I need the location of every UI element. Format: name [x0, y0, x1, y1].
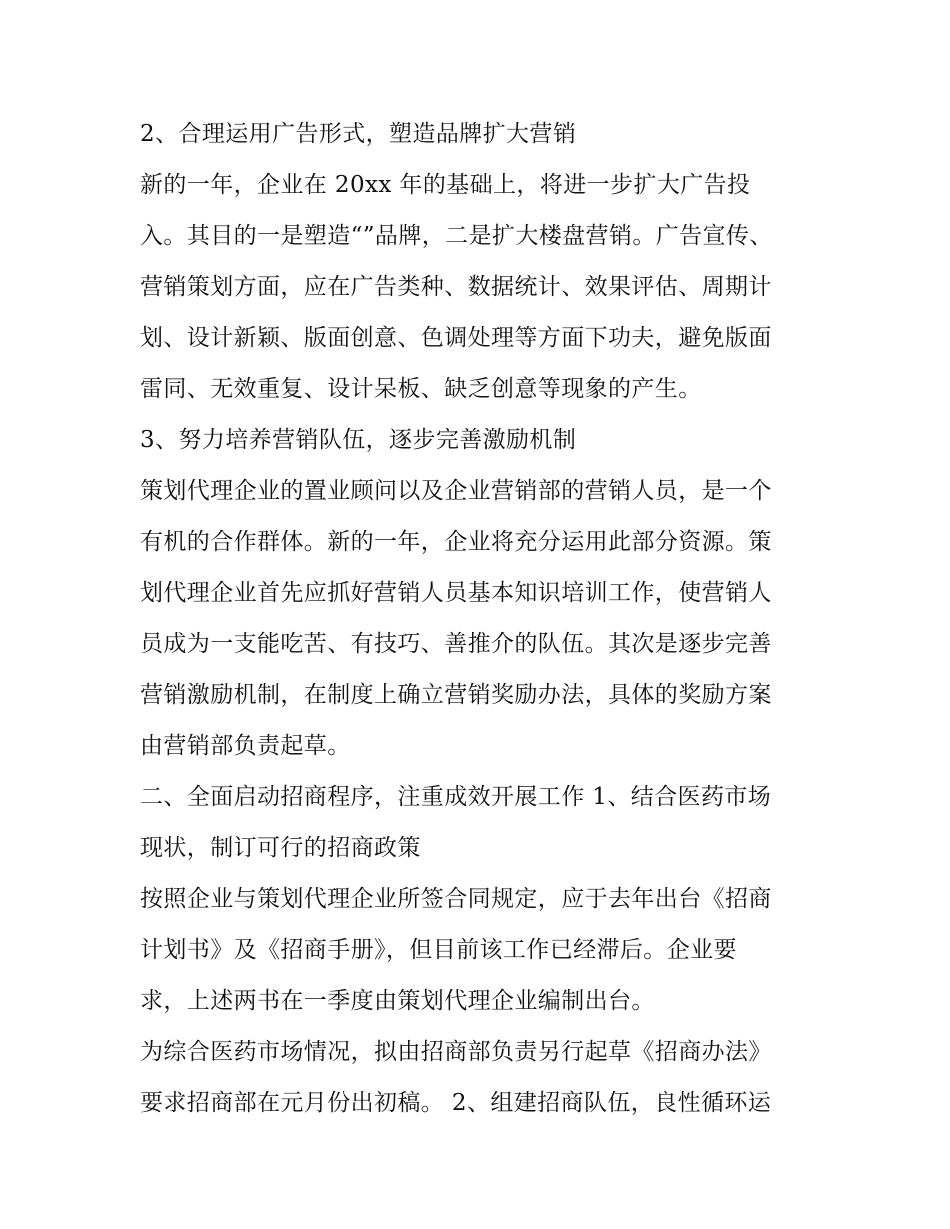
paragraph-line: 按照企业与策划代理企业所签合同规定，应于去年出台《招商: [140, 886, 772, 912]
paragraph-line: 要求招商部在元月份出初稿。 2、组建招商队伍，良性循环运: [140, 1090, 772, 1116]
paragraph-line: 求，上述两书在一季度由策划代理企业编制出台。: [140, 988, 655, 1014]
paragraph-line: 划代理企业首先应抓好营销人员基本知识培训工作，使营销人: [140, 580, 772, 606]
heading-sales-team: 3、努力培养营销队伍，逐步完善激励机制: [140, 427, 577, 453]
heading-investment: 二、全面启动招商程序，注重成效开展工作 1、结合医药市场: [140, 784, 772, 810]
heading-advertising: 2、合理运用广告形式，塑造品牌扩大营销: [140, 121, 577, 147]
paragraph-line: 营销激励机制，在制度上确立营销奖励办法，具体的奖励方案: [140, 682, 772, 708]
paragraph-line: 新的一年，企业在 20xx 年的基础上，将进一步扩大广告投: [140, 172, 751, 198]
paragraph-line: 雷同、无效重复、设计呆板、缺乏创意等现象的产生。: [140, 376, 702, 402]
paragraph-line: 计划书》及《招商手册》，但目前该工作已经滞后。企业要: [140, 937, 737, 963]
paragraph-line: 策划代理企业的置业顾问以及企业营销部的营销人员，是一个: [140, 478, 772, 504]
paragraph-line: 为综合医药市场情况，拟由招商部负责另行起草《招商办法》: [140, 1039, 772, 1065]
document-body: [140, 109, 820, 1129]
paragraph-line: 员成为一支能吃苦、有技巧、善推介的队伍。其次是逐步完善: [140, 631, 772, 657]
paragraph-line: 划、设计新颖、版面创意、色调处理等方面下功夫，避免版面: [140, 325, 772, 351]
paragraph-line: 由营销部负责起草。: [140, 733, 351, 759]
paragraph-line: 入。其目的一是塑造“”品牌，二是扩大楼盘营销。广告宣传、: [140, 223, 773, 249]
paragraph-line: 有机的合作群体。新的一年，企业将充分运用此部分资源。策: [140, 529, 772, 555]
paragraph-line: 现状，制订可行的招商政策: [140, 835, 421, 861]
paragraph-line: 营销策划方面，应在广告类种、数据统计、效果评估、周期计: [140, 274, 772, 300]
